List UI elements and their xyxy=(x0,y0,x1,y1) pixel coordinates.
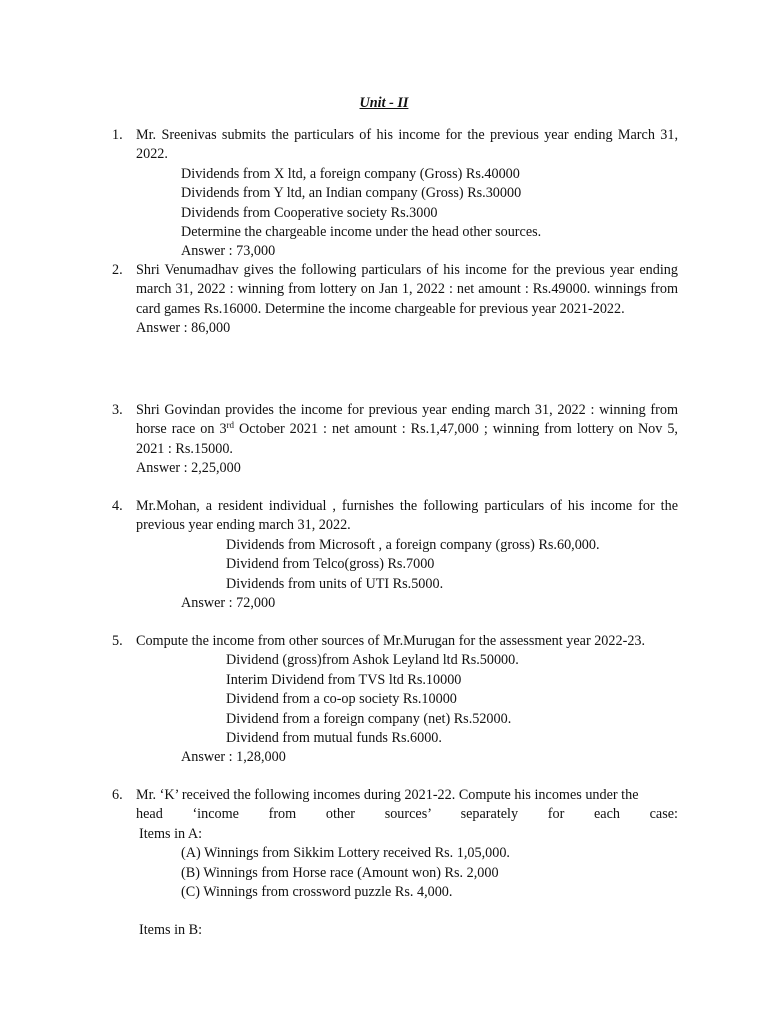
answer: Answer : 86,000 xyxy=(136,320,231,337)
items-a-label: Items in A: xyxy=(139,825,203,842)
ordinal-suffix: rd xyxy=(226,420,235,431)
question-3 xyxy=(112,401,678,479)
question-text xyxy=(136,401,678,459)
question-5 xyxy=(112,632,678,768)
list-item: Dividend from Telco(gross) Rs.7000 xyxy=(226,556,435,573)
list-item: Dividend (gross)from Ashok Leyland ltd Rs.50000. xyxy=(226,652,519,669)
list-item: Determine the chargeable income under the head other sources. xyxy=(181,224,542,241)
list-item: Dividend from mutual funds Rs.6000. xyxy=(226,730,442,747)
question-number: 5. xyxy=(112,633,123,649)
page-title: Unit - II xyxy=(359,95,409,111)
list-item: (A) Winnings from Sikkim Lottery received Rs. 1,05,000. xyxy=(181,845,510,862)
items-b-label: Items in B: xyxy=(139,922,203,939)
question-6 xyxy=(112,786,678,941)
answer: Answer : 2,25,000 xyxy=(136,460,241,477)
question-number: 4. xyxy=(112,498,123,514)
question-1 xyxy=(112,126,678,262)
list-item: Dividends from Microsoft , a foreign company (gross) Rs.60,000. xyxy=(226,536,600,553)
question-text-part: Shri Govindan provides the income for previous year ending march 31, 2022 : winning from horse race on 3 xyxy=(136,402,678,438)
question-4 xyxy=(112,497,678,613)
question-2 xyxy=(112,261,678,339)
list-item: Dividends from Y ltd, an Indian company (Gross) Rs.30000 xyxy=(181,185,522,202)
question-text: Shri Venumadhav gives the following particulars of his income for the previous year ending march 31, 2022 : winning from lottery on Jan 1, 2022 : net amount : Rs.49000. winnings from card games Rs.16000. Determine the income chargeable for previous year 2021-2022. xyxy=(136,262,678,317)
list-item: Dividends from units of UTI Rs.5000. xyxy=(226,575,444,592)
question-text: Mr. Sreenivas submits the particulars of his income for the previous year ending March 31, 2022. xyxy=(136,127,678,163)
list-item: Dividend from a co-op society Rs.10000 xyxy=(226,691,457,708)
question-text-part: October 2021 : net amount : Rs.1,47,000 ; winning from lottery on Nov 5, 2021 : Rs.15000. xyxy=(136,421,678,457)
list-item: (B) Winnings from Horse race (Amount won) Rs. 2,000 xyxy=(181,864,499,881)
question-number: 2. xyxy=(112,262,123,278)
question-text-line: head ‘income from other sources’ separately for each case: xyxy=(136,806,678,823)
list-item: Dividends from X ltd, a foreign company (Gross) Rs.40000 xyxy=(181,165,520,182)
answer: Answer : 72,000 xyxy=(181,595,276,612)
list-item: Dividends from Cooperative society Rs.3000 xyxy=(181,204,438,221)
question-text-line: Mr. ‘K’ received the following incomes during 2021-22. Compute his incomes under the xyxy=(136,787,639,803)
question-text: Compute the income from other sources of Mr.Murugan for the assessment year 2022-23. xyxy=(136,633,646,649)
list-item: Dividend from a foreign company (net) Rs.52000. xyxy=(226,710,512,727)
answer: Answer : 1,28,000 xyxy=(181,749,286,766)
question-number: 6. xyxy=(112,787,123,803)
list-item: Interim Dividend from TVS ltd Rs.10000 xyxy=(226,671,462,688)
answer: Answer : 73,000 xyxy=(181,243,276,260)
question-number: 1. xyxy=(112,127,123,143)
question-number: 3. xyxy=(112,402,123,418)
list-item: (C) Winnings from crossword puzzle Rs. 4,000. xyxy=(181,884,453,901)
question-text: Mr.Mohan, a resident individual , furnishes the following particulars of his income for the previous year ending march 31, 2022. xyxy=(136,498,678,534)
